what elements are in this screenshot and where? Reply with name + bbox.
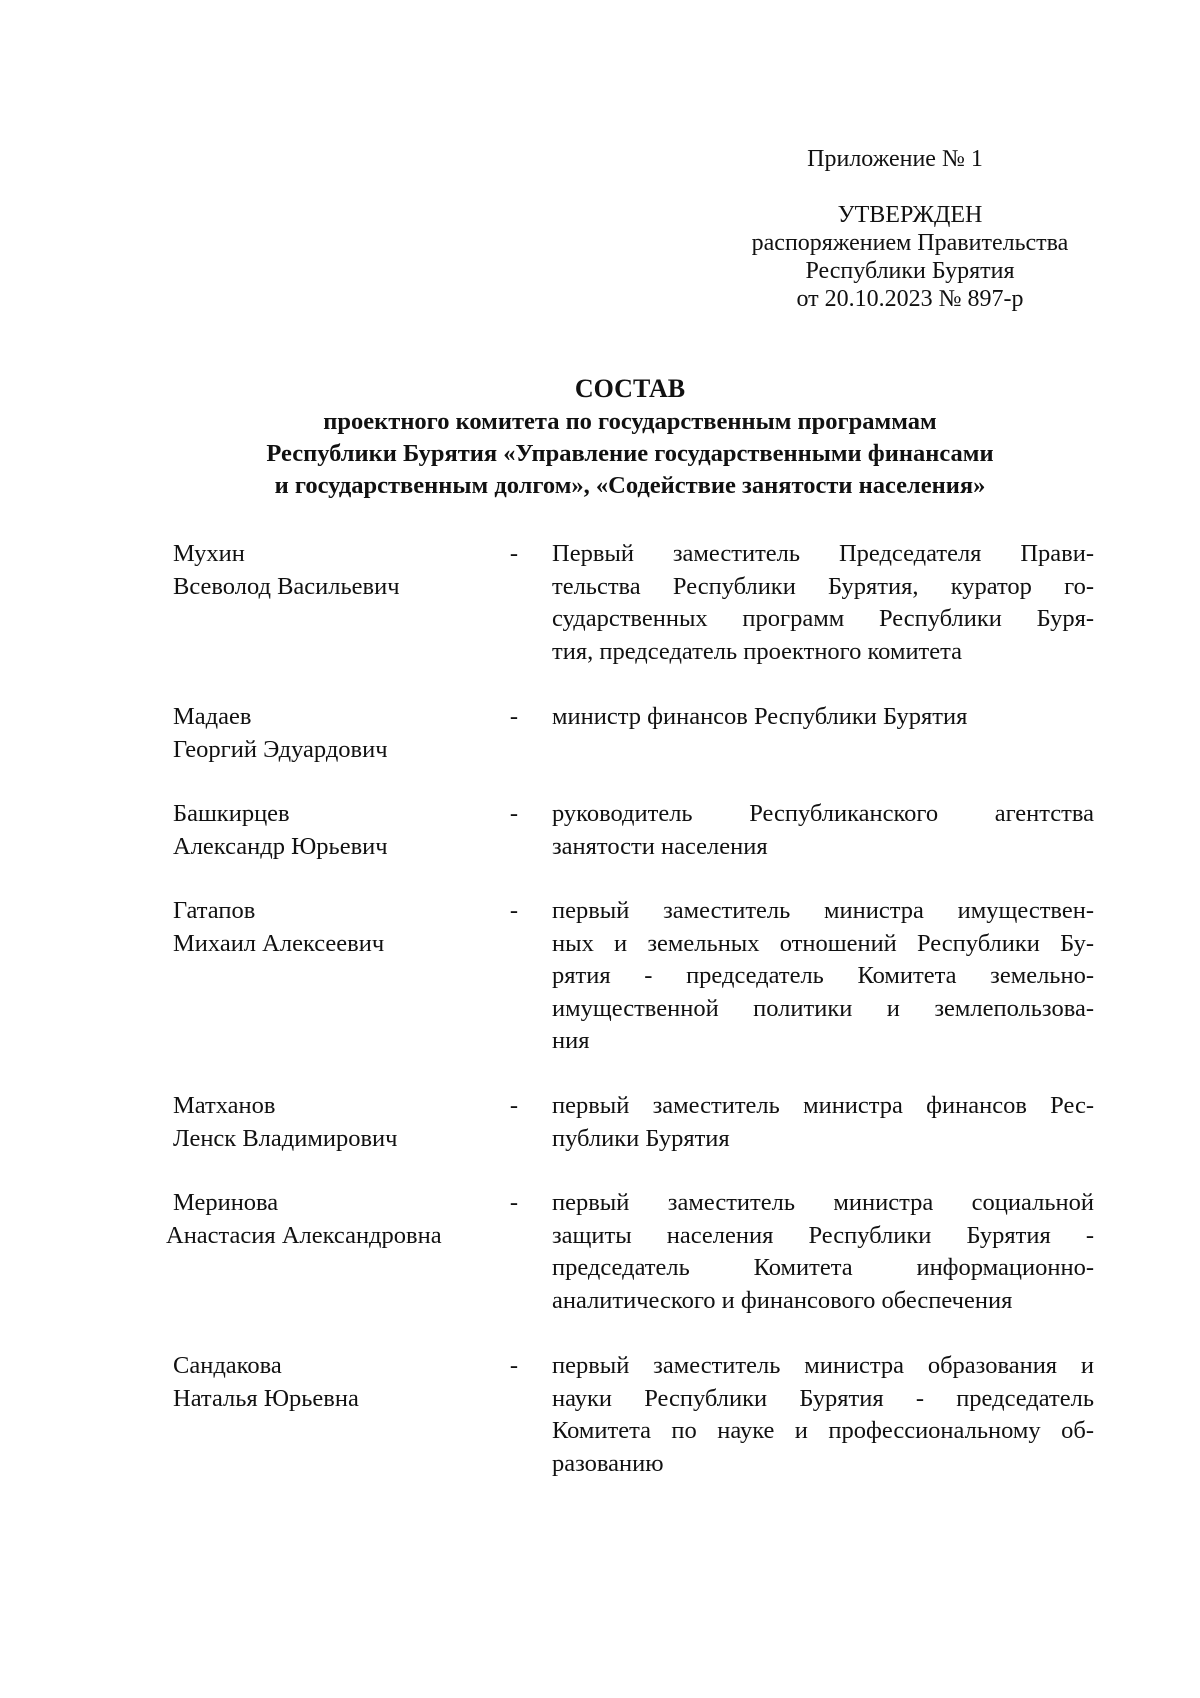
member-name (173, 798, 513, 863)
member-surname: Башкирцев (173, 800, 290, 827)
position-line: науки Республики Бурятия - председатель (552, 1384, 1094, 1412)
member-position (552, 1090, 1094, 1155)
member-position (552, 1187, 1094, 1317)
position-line: ния (552, 1027, 590, 1055)
member-surname: Гатапов (173, 897, 256, 924)
position-line: разованию (552, 1449, 664, 1477)
position-line: рятия - председатель Комитета земельно- (552, 962, 1094, 990)
member-dash: - (509, 703, 519, 730)
position-line: аналитического и финансового обеспечения (552, 1286, 1013, 1314)
position-line: занятости населения (552, 832, 768, 860)
member-name (173, 538, 513, 603)
member-position (552, 538, 1094, 668)
member-entry (0, 1187, 1200, 1350)
member-given-names: Ленск Владимирович (173, 1124, 398, 1152)
document-title: СОСТАВ (574, 374, 686, 403)
member-surname: Матханов (173, 1092, 276, 1119)
member-surname: Сандакова (173, 1352, 282, 1379)
position-line: тельства Республики Бурятия, куратор го- (552, 572, 1094, 600)
member-entry (0, 895, 1200, 1090)
position-line: Комитета по науке и профессиональному об- (552, 1417, 1094, 1445)
appendix-label: Приложение № 1 (807, 146, 983, 172)
position-line: имущественной политики и землепользова- (552, 994, 1094, 1022)
member-given-names: Всеволод Васильевич (173, 572, 400, 600)
subtitle-line: проектного комитета по государственным программам (323, 408, 937, 435)
member-entry (0, 1350, 1200, 1490)
approval-block (750, 201, 1070, 313)
position-line: министр финансов Республики Бурятия (552, 703, 968, 730)
member-name (173, 701, 513, 766)
member-entry (0, 538, 1200, 701)
members-list (0, 538, 1200, 1490)
member-name (173, 1090, 513, 1155)
member-dash: - (509, 1352, 519, 1379)
document-subtitle (100, 406, 1160, 502)
member-surname: Мухин (173, 540, 245, 567)
member-position (552, 1350, 1094, 1480)
position-line: ных и земельных отношений Республики Бу- (552, 929, 1094, 957)
position-line: первый заместитель министра финансов Рес- (552, 1092, 1094, 1119)
approval-line: Республики Бурятия (805, 258, 1015, 284)
position-line: первый заместитель министра имуществен- (552, 897, 1094, 924)
member-name (173, 895, 513, 960)
position-line: руководитель Республиканского агентства (552, 800, 1094, 827)
member-given-names: Михаил Алексеевич (173, 929, 385, 957)
member-position (552, 701, 1094, 734)
position-line: первый заместитель министра образования и (552, 1352, 1094, 1379)
member-dash: - (509, 897, 519, 924)
position-line: сударственных программ Республики Буря- (552, 605, 1094, 633)
member-given-names: Георгий Эдуардович (173, 735, 388, 763)
member-name (166, 1187, 506, 1252)
position-line: тия, председатель проектного комитета (552, 637, 963, 665)
position-line: первый заместитель министра социальной (552, 1189, 1094, 1216)
member-surname: Мадаев (173, 703, 252, 730)
position-line: публики Бурятия (552, 1124, 730, 1152)
member-surname: Меринова (173, 1189, 279, 1216)
member-entry (0, 798, 1200, 895)
member-entry (0, 1090, 1200, 1187)
member-dash: - (509, 540, 519, 567)
approval-line: распоряжением Правительства (751, 230, 1069, 256)
member-dash: - (509, 1189, 519, 1216)
member-dash: - (509, 1092, 519, 1119)
approval-status: УТВЕРЖДЕН (837, 202, 983, 228)
member-position (552, 798, 1094, 863)
subtitle-line: и государственным долгом», «Содействие занятости населения» (274, 472, 986, 499)
position-line: Первый заместитель Председателя Прави- (552, 540, 1094, 567)
approval-date: от 20.10.2023 № 897-р (796, 286, 1024, 312)
member-dash: - (509, 800, 519, 827)
member-name (173, 1350, 513, 1415)
member-given-names: Александр Юрьевич (173, 832, 388, 860)
position-line: защиты населения Республики Бурятия - (552, 1221, 1094, 1249)
member-position (552, 895, 1094, 1058)
subtitle-line: Республики Бурятия «Управление государственными финансами (266, 440, 994, 467)
position-line: председатель Комитета информационно- (552, 1254, 1094, 1282)
member-entry (0, 701, 1200, 798)
member-given-names: Наталья Юрьевна (173, 1384, 359, 1412)
member-given-names: Анастасия Александровна (166, 1221, 442, 1249)
